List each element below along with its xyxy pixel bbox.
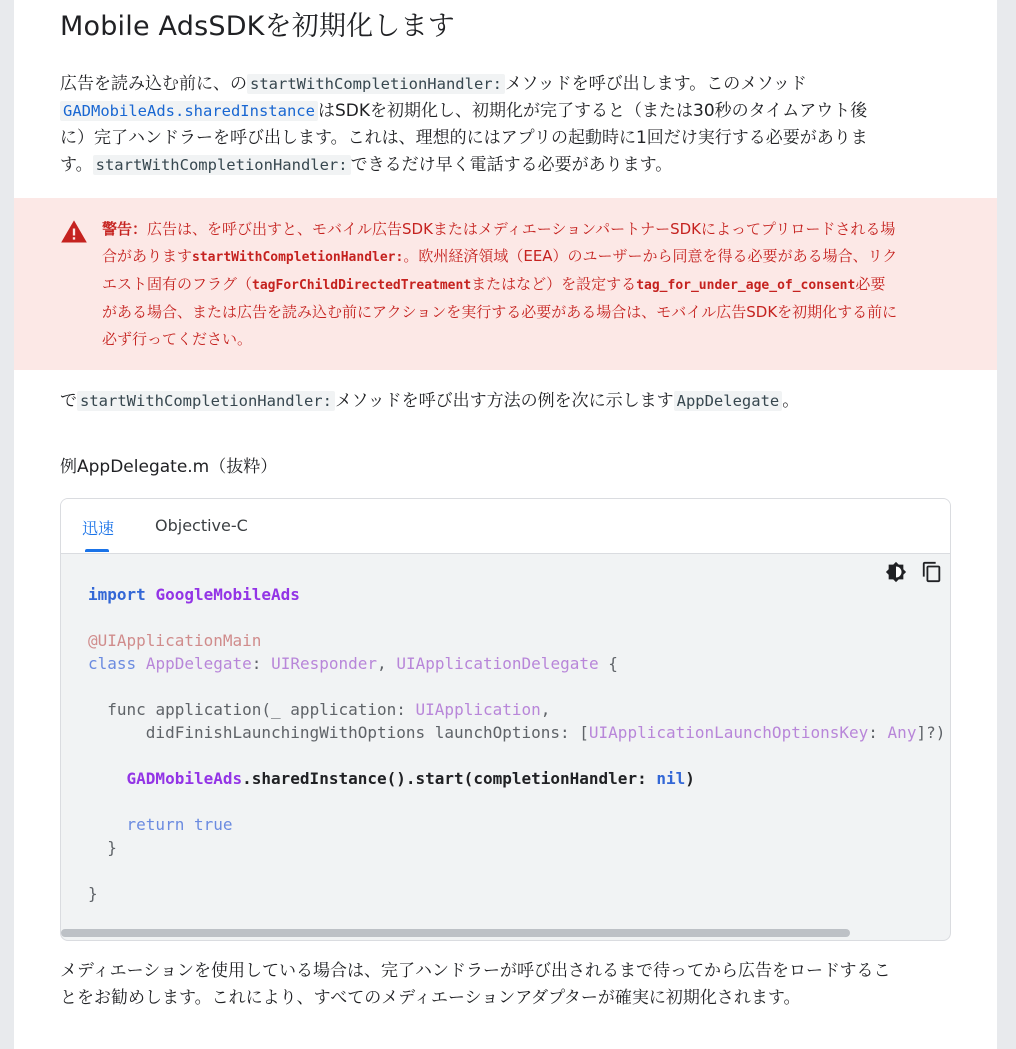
- code-token: :: [251, 654, 262, 673]
- code-token: application(_ application:: [155, 700, 406, 719]
- intro-text: はSDKを初期化し、初期化が完了すると（または30秒のタイムアウト後: [317, 101, 868, 121]
- code-token: func: [107, 700, 146, 719]
- tab-objective-c[interactable]: Objective-C: [155, 516, 248, 535]
- code-token: @UIApplicationMain: [88, 631, 262, 650]
- page-title: Mobile AdsSDKを初期化します: [60, 11, 455, 42]
- code-token: UIResponder: [271, 654, 378, 673]
- code-token: UIApplication: [415, 700, 541, 719]
- inline-code: startWithCompletionHandler:: [247, 74, 505, 94]
- code-token: :: [868, 723, 878, 742]
- code-token: Any: [887, 723, 917, 742]
- code-token: didFinishLaunchingWithOptions launchOptions: [: [145, 723, 589, 742]
- intro-text: メソッドを呼び出します。このメソッド: [504, 74, 807, 94]
- warning-line: 合があります: [102, 247, 193, 265]
- code-token: true: [193, 815, 233, 834]
- code-token: ]?): [916, 723, 946, 742]
- code-token: {: [608, 654, 618, 673]
- code-token: ,: [377, 654, 387, 673]
- code-token: }: [88, 884, 98, 903]
- example-title: 例AppDelegate.m（抜粋）: [60, 457, 278, 477]
- tab-swift[interactable]: 迅速: [82, 519, 115, 538]
- warning-line: またはなど）を設定する: [471, 275, 637, 293]
- code-token: return: [126, 815, 185, 834]
- code-token: .sharedInstance().start(completionHandler:: [242, 769, 647, 788]
- warning-line: 広告は、を呼び出すと、モバイル広告SDKまたはメディエーションパートナーSDKによってプリロードされる場: [147, 220, 896, 238]
- intro-text: 広告を読み込む前に、の: [60, 74, 247, 94]
- active-tab-indicator: [85, 549, 109, 552]
- code-token: }: [107, 838, 117, 857]
- api-link[interactable]: GADMobileAds.sharedInstance: [60, 101, 318, 121]
- intro-text: す。: [60, 155, 93, 175]
- warning-line: エスト固有のフラグ（: [102, 275, 253, 293]
- warning-line: 。欧州経済領域（EEA）のユーザーから同意を得る必要がある場合、リク: [403, 247, 898, 265]
- warning-label: 警告：: [102, 220, 148, 238]
- intro-text: できるだけ早く電話する必要があります。: [350, 155, 673, 175]
- code-token: nil: [656, 769, 686, 788]
- code-token: ,: [540, 700, 551, 719]
- example-text: メソッドを呼び出す方法の例を次に示します: [334, 391, 674, 411]
- outro-paragraph: [60, 958, 950, 1012]
- example-text: で: [60, 391, 77, 411]
- code-token: GoogleMobileAds: [155, 585, 300, 604]
- inline-code: tag_for_under_age_of_consent: [636, 278, 856, 293]
- code-block: [88, 583, 945, 905]
- inline-code: startWithCompletionHandler:: [192, 250, 404, 265]
- warning-line: がある場合、または広告を読み込む前にアクションを実行する必要がある場合は、モバイル広告SDKを初期化する前に: [102, 303, 898, 321]
- warning-line: 必要: [855, 275, 886, 293]
- code-token: ): [685, 769, 695, 788]
- dark-mode-icon[interactable]: [885, 561, 907, 583]
- code-token: AppDelegate: [145, 654, 252, 673]
- code-token: UIApplicationLaunchOptionsKey: [588, 723, 869, 742]
- intro-text: に）完了ハンドラーを呼び出します。これは、理想的にはアプリの起動時に1回だけ実行する必要がありま: [60, 128, 868, 148]
- outro-text: とをお勧めします。これにより、すべてのメディエーションアダプターが確実に初期化されます。: [60, 988, 801, 1008]
- warning-callout: [14, 198, 997, 370]
- warning-line: 必ず行ってください。: [102, 330, 253, 348]
- language-tabs: [61, 499, 950, 554]
- code-token: class: [88, 654, 137, 673]
- code-token: GADMobileAds: [126, 769, 243, 788]
- code-sample-card: [60, 498, 951, 941]
- doc-page: [14, 0, 997, 1049]
- code-token: UIApplicationDelegate: [396, 654, 599, 673]
- inline-code: startWithCompletionHandler:: [77, 391, 335, 411]
- warning-text: [102, 216, 952, 353]
- inline-code: startWithCompletionHandler:: [93, 155, 351, 175]
- example-intro: [60, 388, 950, 415]
- outro-text: メディエーションを使用している場合は、完了ハンドラーが呼び出されるまで待ってから広告をロードするこ: [60, 961, 891, 981]
- inline-code: AppDelegate: [674, 391, 783, 411]
- copy-icon[interactable]: [921, 561, 943, 583]
- code-token: import: [88, 585, 146, 604]
- horizontal-scrollbar[interactable]: [61, 929, 850, 937]
- intro-paragraph: [60, 71, 950, 179]
- inline-code: tagForChildDirectedTreatment: [252, 278, 472, 293]
- example-text: 。: [782, 391, 800, 411]
- warning-icon: [60, 218, 88, 246]
